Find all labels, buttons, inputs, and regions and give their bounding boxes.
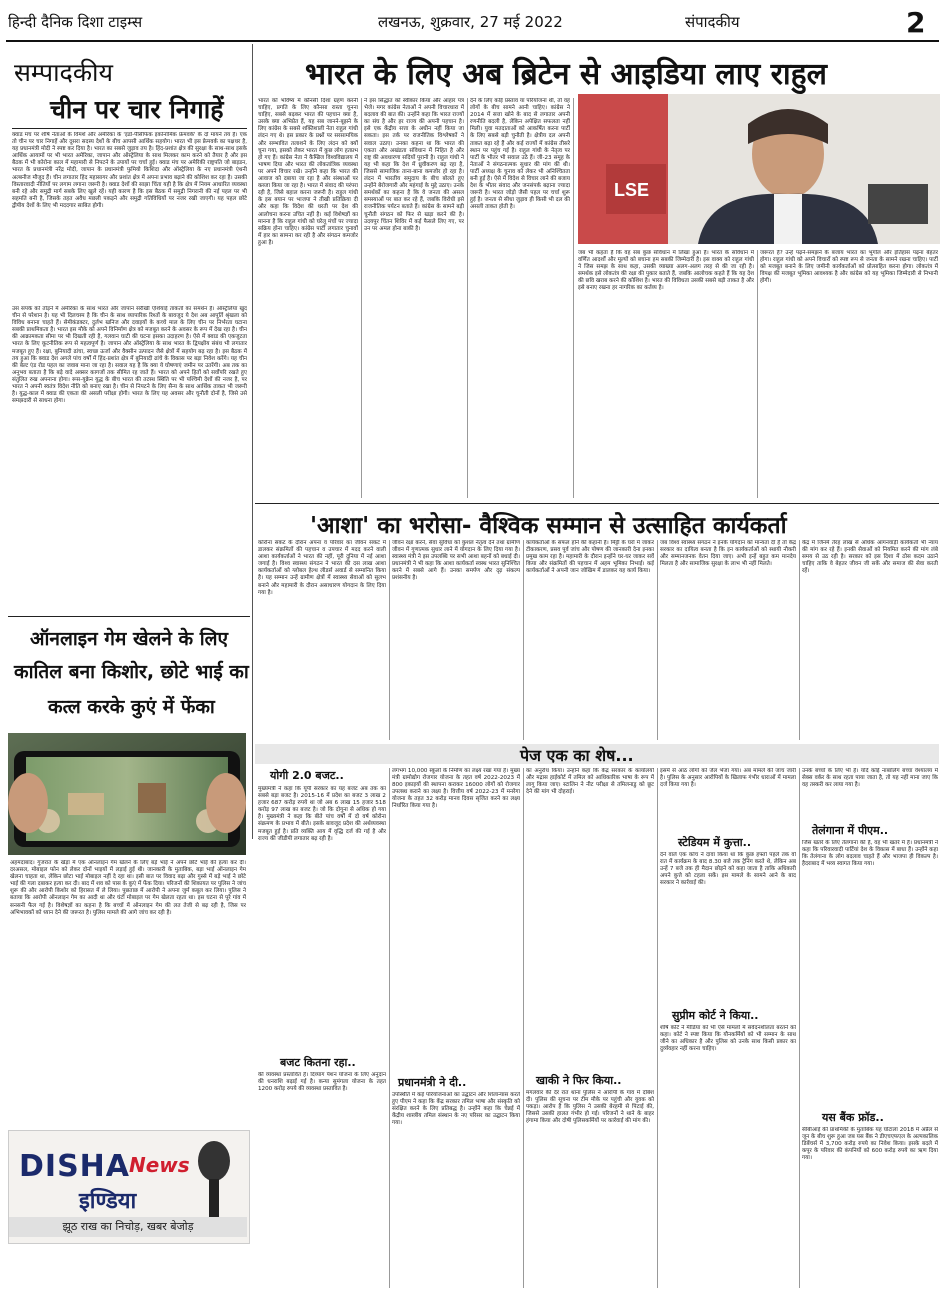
- disha-logo-sub: इण्डिया: [79, 1189, 137, 1214]
- shesh-col3-body2: मंगलवार की देर रात थाना पुलिस ने आरोपी के गांव में दबिश दी। पुलिस की सूचना पर टीम मौके पर पहुंची और युवक को पकड़ा। आरोप है कि पुलिस ने उसकी बेरहमी से पिटाई की, जिससे उसकी हालत गंभीर हो गई। परिजनों ने थाने के बाहर हंगामा किया और दोषी पुलिसकर्मियों पर कार्रवाई की मांग की।: [526, 1090, 654, 1125]
- asha-headline: 'आशा' का भरोसा- वैश्विक सम्मान से उत्साहित कार्यकर्ता: [310, 513, 787, 539]
- shesh-col1-body2: की व्यवस्था प्रस्तावित है। दिव्यांग पेंशन योजना के लिए अनुदान की धनराशि बढ़ाई गई है। कन्या सुमंगला योजना के तहत 1200 करोड़ रुपये की व्यवस्था प्रस्तावित है।: [258, 1072, 386, 1093]
- asha-col-2: जीवन रक्षा करने, सेवा सुविधा को कुशल नेतृत्व देने तथा ग्रामीण जीवन में गुणात्मक सुधार लाने में योगदान के लिए दिया गया है। स्वास्थ्य मंत्री ने इस उपलब्धि पर सभी आशा बहनों को बधाई दी। प्रधानमंत्री ने भी कहा कि आशा कार्यकर्ता स्वस्थ भारत सुनिश्चित करने में सबसे आगे हैं। उनका समर्पण और दृढ़ संकल्प प्रशंसनीय है।: [392, 540, 520, 582]
- asha-col-1: कोरोना संकट के दौरान अपना व परिवार का जीवन संकट में डालकर संक्रमितों की पहचान व उपचार में मदद करने वाली आशा कार्यकर्ताओं ने भारत की नहीं, पूरी दुनिया में नई आशा जगाई है। विश्व स्वास्थ्य संगठन ने भारत की दस लाख आशा कार्यकर्ताओं को ग्लोबल हेल्थ लीडर्स अवार्ड से सम्मानित किया है। यह सम्मान उन्हें ग्रामीण क्षेत्रों में स्वास्थ्य सेवाओं को सुलभ बनाने और महामारी के दौरान असाधारण योगदान के लिए दिया गया है।: [258, 540, 386, 596]
- shesh-col4-title: स्टेडियम में कुत्ता..: [678, 836, 752, 849]
- asha-col-3: कार्यकर्ताओं के सफल होने की कहानी है। मिट्टी के घरों में जाकर टीकाकरण, प्रसव पूर्व जांच और पोषण की जानकारी देना इनका प्रमुख काम रहा है। महामारी के दौरान इन्होंने घर-घर जाकर सर्वे किया और संक्रमितों की पहचान में अहम भूमिका निभाई। कई कार्यकर्ताओं ने अपनी जान जोखिम में डालकर यह कार्य किया।: [526, 540, 654, 575]
- shesh-col2-title: प्रधानमंत्री ने दी..: [398, 1076, 467, 1089]
- editorial-headline: चीन पर चार निगाहें: [50, 95, 224, 124]
- dateline: लखनऊ, शुक्रवार, 27 मई 2022: [378, 13, 563, 31]
- lse-sign: LSE: [614, 180, 650, 200]
- disha-logo-tagline: झूठ राख का निचोड़, खबर बेजोड़: [9, 1217, 247, 1237]
- shesh-col5-body3: सीबीआई की प्राथमिकी के मुताबिक यह घोटाला 2018 में अप्रैल से जून के बीच शुरू हुआ जब यस बैंक ने डीएचएफएल के अल्पकालिक डिबेंचर्स में 3,700 करोड़ रुपये का निवेश किया। इसके बदले में कपूर के परिवार की कंपनियों को 600 करोड़ रुपये का ऋण दिया गया।: [802, 1127, 938, 1162]
- shesh-col4-title2: सुप्रीम कोर्ट ने किया..: [672, 1009, 759, 1022]
- shesh-col2-body: लगभग 10,000 स्कूलों के निर्माण का लक्ष्य रखा गया है। मुख्य मंत्री ग्रामोद्योग रोजगार योजना के तहत वर्ष 2022-2023 में 800 इकाइयों की स्थापना कराकर 16000 लोगों को रोजगार उपलब्ध कराने का लक्ष्य है। वित्तीय वर्ष 2022-23 में मनरेगा योजना के तहत 32 करोड़ मानव दिवस सृजित करने का लक्ष्य निर्धारित किया गया है।: [392, 768, 520, 810]
- page-number: 2: [906, 6, 926, 39]
- shesh-col4-body: इसमें से आठ लोगों को जेल भेजा गया। अब मामले की जांच जारी है। पुलिस के अनुसार आरोपियों के खिलाफ गंभीर धाराओं में मामला दर्ज किया गया है।: [660, 768, 796, 789]
- masthead: [0, 0, 945, 40]
- shesh-col1-title2: बजट कितना रहा..: [280, 1056, 356, 1069]
- asha-col-4: जब विश्व स्वास्थ्य संगठन ने इनके योगदान को मान्यता दी है तो केंद्र सरकार का दायित्व बनता है कि इन कार्यकर्ताओं को स्थायी नौकरी और सम्मानजनक वेतन दिया जाए। अभी इन्हें बहुत कम मानदेय मिलता है और सामाजिक सुरक्षा के लाभ भी नहीं मिलते।: [660, 540, 796, 568]
- page-ek-shesh-header: पेज एक का शेष...: [520, 746, 634, 765]
- disha-news-logo: [8, 1130, 250, 1244]
- online-game-headline-1: ऑनलाइन गेम खेलने के लिए: [30, 628, 229, 650]
- lead-col-2: ने इस सिद्धांत को स्वीकार किया और आहार पत्र भेजे। मगर कांग्रेस नेताओं ने अपनी विचारधारा में बदलाव की बात की। उन्होंने कहा कि भारत राज्यों का संघ है और हर राज्य की अपनी पहचान है। इसे एक केंद्रीय सत्ता के अधीन नहीं किया जा सकता। इस तर्क पर राजनीतिक विश्लेषकों ने सवाल उठाए। उनका कहना था कि भारत की एकता और अखंडता संविधान में निहित है और राष्ट्र की अवधारणा सदियों पुरानी है। राहुल गांधी ने यह भी कहा कि देश में ध्रुवीकरण बढ़ रहा है, जिससे सामाजिक ताना-बाना कमजोर हो रहा है। लंदन में भारतीय समुदाय के बीच बोलते हुए उन्होंने बेरोजगारी और महंगाई के मुद्दे उठाए। उनके समर्थकों का कहना है कि वे जनता की असल समस्याओं पर बात कर रहे हैं, जबकि विरोधी इसे राजनीतिक पर्यटन बताते हैं। कांग्रेस के सामने बड़ी चुनौती संगठन को फिर से खड़ा करने की है। उदयपुर चिंतन शिविर में कई फैसले लिए गए, पर उन पर अमल होना बाकी है।: [364, 98, 464, 232]
- lead-headline: भारत के लिए अब ब्रिटेन से आइडिया लाए राहुल: [305, 57, 827, 92]
- disha-logo-name: DISHA: [19, 1149, 130, 1184]
- phone-game-image: [8, 733, 246, 855]
- editorial-body-1: क्वाड मंच पर शीर्ष नेताओं के विमर्श और अमेरिका के 'इंडो-पैसिफिक इकोनॉमिक फ्रेमवर्क' के दो मायने तय हैं। एक तो चीन पर चार निगाहें और दूसरा सदस्य देशों के बीच आपसी आर्थिक सहयोग। भारत भी इस फ्रेमवर्क का पक्षधर है, यह प्रधानमंत्री मोदी ने स्पष्ट कर दिया है। भारत का सबसे जुड़ाव तय है। हिंद-प्रशांत क्षेत्र की सुरक्षा के साथ-साथ इसके आर्थिक आयामों पर भी भारत अमेरिका, जापान और ऑस्ट्रेलिया के साथ मिलकर काम करने को तैयार है और इस बैठक में भी कोरोना काल में महामारी से निपटने के उपायों पर चर्चा हुई। क्वाड मंच पर अमेरिकी राष्ट्रपति जो बाइडन, भारत के प्रधानमंत्री नरेंद्र मोदी, जापान के प्रधानमंत्री फुमियो किशिदा और ऑस्ट्रेलिया के नए प्रधानमंत्री एंथनी अल्बनीज मौजूद हैं। चीन लगातार हिंद महासागर और प्रशांत क्षेत्र में अपना प्रभाव बढ़ाने की कोशिश कर रहा है। उसकी विस्तारवादी नीतियों पर लगाम लगाना जरूरी है। क्वाड देशों की साझा चिंता यही है कि क्षेत्र में नियम आधारित व्यवस्था बनी रहे और समुद्री मार्ग सबके लिए खुले रहें। यही कारण है कि इस बैठक में समुद्री निगरानी की नई पहल पर भी सहमति बनी है, जिसके तहत अवैध मछली पकड़ने और समुद्री गतिविधियों पर नजर रखी जाएगी। यह पहल छोटे द्वीपीय देशों के लिए भी मददगार साबित होगी।: [12, 132, 247, 209]
- shesh-col3-title: खाकी ने फिर किया..: [536, 1074, 622, 1087]
- shesh-col5-body: उनके बच्चों के लिए भी है। यदि कोई नाबालिग बच्चा वेश्यालय में सेक्स वर्कर के साथ रहता पाया जाता है, तो यह नहीं माना जाए कि वह तस्करी कर लाया गया है।: [802, 768, 938, 789]
- lead-col-1: भारत को भविष्य में कौनसी दिशा ग्रहण करनी चाहिए, प्रगति के लिए कौनसा रास्ता चुनना चाहिए, सबसे बढ़कर भारत की पहचान क्या है, उसके क्या अभिप्रेत हैं, यह सब जानने-बूझने के लिए कांग्रेस के सबसे शक्तिशाली नेता राहुल गांधी लंदन गए थे। इस प्रकार के प्रश्नों पर सरसामयिक और सम्भावित तलाशने के लिए लंदन को क्यों चुना गया, इसको लेकर भारत में कुछ लोग हतप्रभ हो गए हैं। कांग्रेस नेता ने कैम्ब्रिज विश्वविद्यालय में भाषण दिया और भारत की लोकतांत्रिक व्यवस्था पर अपने विचार रखे। उन्होंने कहा कि भारत की आवाज को दबाया जा रहा है और संस्थाओं पर कब्जा किया जा रहा है। भारत में संवाद की परंपरा रही है, जिसे बहाल करना जरूरी है। राहुल गांधी के इस बयान पर भाजपा ने तीखी प्रतिक्रिया दी और कहा कि विदेश की धरती पर देश की आलोचना करना उचित नहीं है। कई विशेषज्ञों का मानना है कि राहुल गांधी को घरेलू मंचों पर ज्यादा सक्रिय होना चाहिए। कांग्रेस पार्टी लगातार चुनावों में हार का सामना कर रही है और संगठन कमजोर हुआ है।: [258, 98, 358, 246]
- asha-col-5: केंद्र में जिनमें तेरह लाख से अधिक आंगनवाड़ी कार्यकर्ता भी न्याय की मांग कर रहे हैं। इनकी सेवाओं को नियमित करने की मांग लंबे समय से उठ रही है। सरकार को इस दिशा में ठोस कदम उठाने चाहिए ताकि वे बेहतर जीवन जी सकें और समाज की सेवा करती रहें।: [802, 540, 938, 575]
- shesh-col1-body: मुख्यमंत्री ने कहा कि यूपी सरकार का यह बजट अब तक का सबसे बड़ा बजट है। 2015-16 में प्रदेश का बजट 3 लाख 2 हजार 687 करोड़ रुपये था जो अब 6 लाख 15 हजार 518 करोड़ 97 लाख का बजट है। जो कि दोगुना से अधिक हो गया है। मुख्यमंत्री ने कहा कि बीते पांच वर्षों में दो वर्ष कोरोना संक्रमण के प्रभाव में बीते। इसके बावजूद प्रदेश की अर्थव्यवस्था मजबूत हुई है। प्रति व्यक्ति आय में वृद्धि दर्ज की गई है और राज्य की जीडीपी लगातार बढ़ रही है।: [258, 786, 386, 842]
- shesh-col3-body: का अनुरोध किया। उन्होंने कहा कि केंद्र सरकार के कार्यालयों और मद्रास हाईकोर्ट में तमिल को आधिकारिक भाषा के रूप में लागू किया जाए। स्टालिन ने नीट परीक्षा से तमिलनाडु को छूट देने की मांग भी दोहराई।: [526, 768, 654, 796]
- shesh-col4-body2: देने वाले एक कोच ने दावा किया था कि कुछ हफ्तों पहले तक वो रात में कार्यक्रम के बाद 8.30 बजे तक ट्रेनिंग करते थे, लेकिन अब उन्हें 7 बजे तक ही मैदान छोड़ने को कहा जाता है ताकि अधिकारी अपने कुत्ते को टहला सकें। इस मामले के सामने आने के बाद सरकार ने कार्रवाई की।: [660, 852, 796, 887]
- shesh-col4-body3: शीर्ष कोर्ट ने मीडिया को भी ऐसे मामलों में संवेदनशीलता बरतने को कहा। कोर्ट ने स्पष्ट किया कि यौनकर्मियों को भी सम्मान के साथ जीने का अधिकार है और पुलिस को उनके साथ किसी प्रकार का दुर्व्यवहार नहीं करना चाहिए।: [660, 1025, 796, 1053]
- editorial-body-2: उस संपर्क को तोड़ने में अमेरिका के साथ भारत और जापान सरीखी एशियाई ताकतों का समर्थन है। ऑस्ट्रेलिया खुद चीन से परेशान है। यह भी दिलचस्प है कि चीन के साथ व्यापारिक रिश्तों के बावजूद ये देश अब आपूर्ति श्रृंखला को विविध बनाना चाहते हैं। सेमीकंडक्टर, दुर्लभ खनिज और दवाइयों के कच्चे माल के लिए चीन पर निर्भरता घटाना सबकी प्राथमिकता है। भारत इस मौके को अपने विनिर्माण क्षेत्र को मजबूत करने के अवसर के रूप में देख रहा है। चीन की आक्रामकता सीमा पर भी दिखती रही है, गलवान घाटी की घटना इसका उदाहरण है। ऐसे में क्वाड की एकजुटता भारत के लिए कूटनीतिक रूप से महत्वपूर्ण है। जापान और ऑस्ट्रेलिया के साथ भारत के द्विपक्षीय संबंध भी लगातार मजबूत हुए हैं। रक्षा, बुनियादी ढांचा, स्वच्छ ऊर्जा और वैक्सीन उत्पादन जैसे क्षेत्रों में सहयोग बढ़ रहा है। इस बैठक में तय हुआ कि क्वाड देश अगले पांच वर्षों में हिंद-प्रशांत क्षेत्र में बुनियादी ढांचे के विकास पर बड़ा निवेश करेंगे। यह चीन की बेल्ट एंड रोड पहल का जवाब माना जा रहा है। सवाल यह है कि क्या ये घोषणाएं जमीन पर उतरेंगी। अब तक का अनुभव बताता है कि बड़े वादे अक्सर कागजों तक सीमित रह जाते हैं। भारत को अपने हितों को सर्वोपरि रखते हुए संतुलित रुख अपनाना होगा। रूस-यूक्रेन युद्ध के बीच भारत की तटस्थ स्थिति पर भी पश्चिमी देशों की नजर है, पर भारत ने अपनी स्वतंत्र विदेश नीति को बनाए रखा है। चीन से निपटने के लिए सैन्य के साथ आर्थिक ताकत भी जरूरी है। युद्ध-काल में क्वाड की एकता की असली परीक्षा होगी। भारत के लिए यह अवसर और चुनौती दोनों है, जिसे उसे समझदारी से साधना होगा।: [12, 306, 247, 405]
- shesh-col1-title: योगी 2.0 बजट..: [270, 769, 344, 782]
- lead-col-4-bottom: जब भी कहता हैं कि वह सब कुछ संविधान में लिखा हुआ है। भारत के संविधान में वर्णित आदर्शों और मूल्यों को बचाना हम सबकी जिम्मेदारी है। इस वाक्य को राहुल गांधी ने जिस समझ के साथ कहा, उसकी व्याख्या अलग-अलग तरह से की जा रही है। समर्थक इसे लोकतंत्र की रक्षा की पुकार बताते हैं, जबकि आलोचक कहते हैं कि यह देश की छवि खराब करने की कोशिश है। भारत की विविधता उसकी सबसे बड़ी ताकत है और इसे बनाए रखना हर नागरिक का कर्तव्य है।: [578, 250, 754, 292]
- lead-col-5-bottom: जरूरत है? उन्हें पढ़ने-समझने के बजाय भारत का भूगोल और इतिहास पढ़ना बेहतर होगा। राहुल गांधी को अपने विचारों को स्पष्ट रूप से जनता के सामने रखना चाहिए। पार्टी को मजबूत बनाने के लिए जमीनी कार्यकर्ताओं को प्रोत्साहित करना होगा। लोकतंत्र में विपक्ष की मजबूत भूमिका आवश्यक है और कांग्रेस को यह भूमिका जिम्मेदारी से निभानी होगी।: [760, 250, 938, 285]
- online-game-photo: [8, 733, 246, 855]
- rahul-photo: [578, 94, 940, 244]
- lead-col-3: देने के लिए कोई प्रस्ताव या परियोजना थी, तो वह लोगों के बीच सामने आनी चाहिए। कांग्रेस ने 2014 में सत्ता खोने के बाद से लगातार अपनी रणनीति बदली है, लेकिन अपेक्षित सफलता नहीं मिली। युवा मतदाताओं को आकर्षित करना पार्टी के लिए सबसे बड़ी चुनौती है। क्षेत्रीय दल अपनी ताकत बढ़ा रहे हैं और कई राज्यों में कांग्रेस तीसरे स्थान पर पहुंच गई है। राहुल गांधी के नेतृत्व पर पार्टी के भीतर भी सवाल उठे हैं। जी-23 समूह के नेताओं ने संगठनात्मक सुधार की मांग की थी। पार्टी अध्यक्ष के चुनाव को लेकर भी अनिश्चितता बनी हुई है। ऐसे में विदेश से विचार लाने की बजाय देश के भीतर संवाद और जनसंपर्क बढ़ाना ज्यादा जरूरी है। भारत जोड़ो जैसी पहल पर चर्चा शुरू हुई है। जनता से सीधा जुड़ाव ही किसी भी दल की असली ताकत होती है।: [470, 98, 570, 211]
- shesh-col2-body2: उपस्थिति में कई परियोजनाओं का उद्घाटन और शिलान्यास करते हुए पीएम ने कहा कि केंद्र सरकार तमिल भाषा और संस्कृति को संरक्षित करने के लिए प्रतिबद्ध है। उन्होंने कहा कि चेन्नई में केंद्रीय शास्त्रीय तमिल संस्थान के नए परिसर का उद्घाटन किया गया।: [392, 1092, 520, 1127]
- online-game-headline-3: कत्ल करके कुएं में फेंका: [48, 696, 215, 718]
- editorial-label: सम्पादकीय: [14, 58, 114, 87]
- paper-name: हिन्दी दैनिक दिशा टाइम्स: [8, 13, 143, 31]
- shesh-col5-title: तेलंगाना में पीएम..: [812, 824, 889, 837]
- online-game-body: अहमदाबाद। गुजरात के खेड़ा में एक ऑनलाइन गेम खेलने के लिए बड़े भाई ने अपने छोटे भाई की हत्या कर दी। दरअसल, मोबाइल फोन को लेकर दोनों भाइयों में लड़ाई हुई थी। जानकारी के मुताबिक, बड़ा भाई ऑनलाइन गेम खेलना चाहता था, लेकिन छोटा भाई मोबाइल नहीं दे रहा था। इसी बात पर विवाद बढ़ा और गुस्से में बड़े भाई ने छोटे भाई की गला दबाकर हत्या कर दी। बाद में शव को पास के कुएं में फेंक दिया। परिजनों की शिकायत पर पुलिस ने जांच शुरू की और आरोपी किशोर को हिरासत में ले लिया। पूछताछ में आरोपी ने अपना जुर्म कबूल कर लिया। पुलिस ने बताया कि आरोपी ऑनलाइन गेम का आदी था और घंटों मोबाइल पर गेम खेलता रहता था। इस घटना से पूरे गांव में सनसनी फैल गई है। विशेषज्ञों का कहना है कि बच्चों में ऑनलाइन गेम की लत तेजी से बढ़ रही है, जिस पर अभिभावकों को ध्यान देने की जरूरत है। पुलिस मामले की आगे जांच कर रही है।: [10, 860, 246, 916]
- mic-icon: [189, 1139, 239, 1229]
- online-game-headline-2: कातिल बना किशोर, छोटे भाई का: [14, 661, 249, 683]
- disha-logo-brand: News: [129, 1153, 190, 1177]
- section-label: संपादकीय: [685, 13, 740, 31]
- shesh-col5-body2: जिस खतरे के लिए तेलंगाना की है, वह भी खतरे में है। प्रधानमंत्री ने कहा कि परिवारवादी पार्टियां देश के विकास में बाधा हैं। उन्होंने कहा कि तेलंगाना के लोग बदलाव चाहते हैं और भाजपा ही विकल्प है। हैदराबाद में भव्य स्वागत किया गया।: [802, 840, 938, 868]
- shesh-col5-title2: यस बैंक फ्रॉड..: [822, 1111, 884, 1124]
